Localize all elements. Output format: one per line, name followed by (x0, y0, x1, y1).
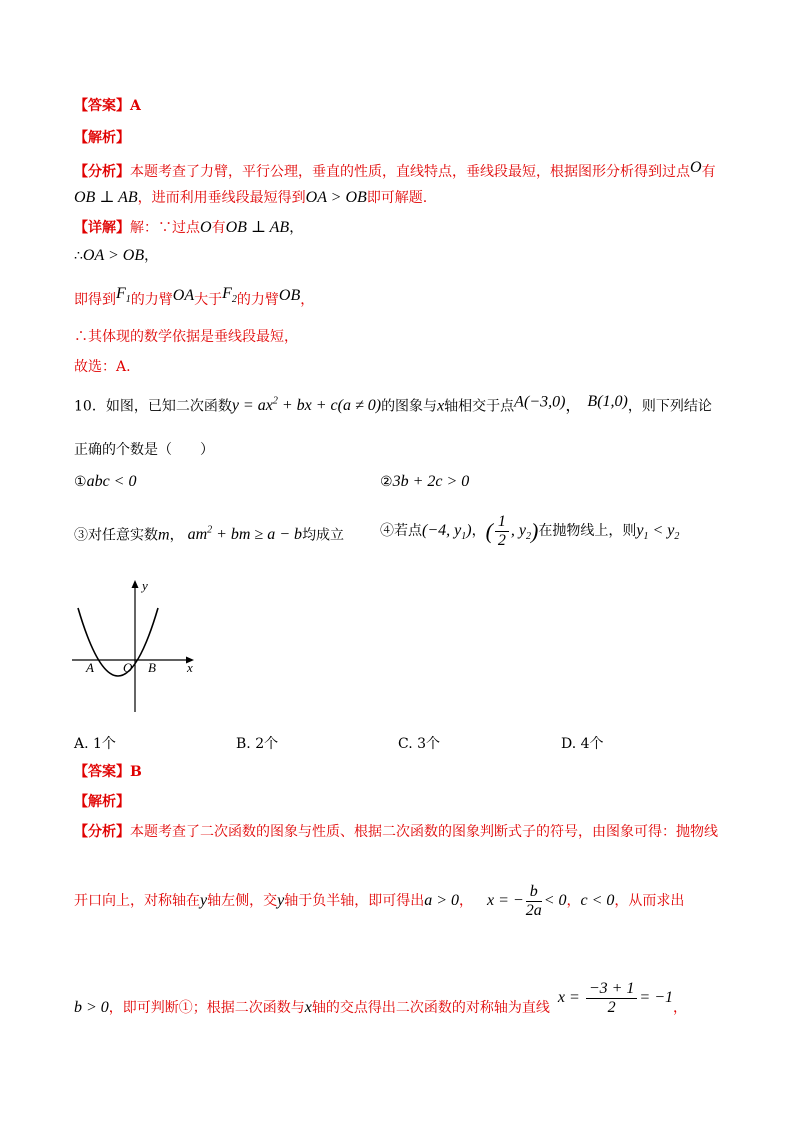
q9-line5-c: 大于 (194, 292, 223, 308)
q10-fenxi-line3-b: 轴的交点得出二次函数的对称轴为直线 (311, 1000, 550, 1016)
q9-fenxi-line1 (74, 158, 716, 182)
y-axis-arrow-icon (132, 580, 139, 588)
q10-math-a-gt-0: a > 0 (424, 892, 460, 909)
q10-s3-math: $am^2$ + bm ≥ a − b (187, 525, 303, 544)
q10-fenxi-line2-b: 轴左侧，交 (207, 893, 278, 909)
q10-stem-line1: 10．如图，已知二次函数$y = ax^2$ + bx + c(a ≠ 0)的图象与x轴相交于点A(−3,0)， B(1,0)，则下列结论 (74, 393, 712, 415)
q10-s1-math: abc < 0 (86, 473, 137, 490)
q9-detail-text1-end: ， (289, 220, 304, 236)
q9-therefore-sym: ∴ (74, 248, 83, 264)
q9-therefore-math: OA > OB (82, 247, 145, 264)
q9-detail-tag: 【详解】 (74, 220, 130, 236)
q10-stem-b: 的图象与 (381, 398, 438, 415)
q10-fenxi-text1: 本题考查了二次函数的图象与性质、根据二次函数的图象判断式子的符号，由图象可得：抛物线 (130, 824, 718, 840)
q9-answer-value: A (130, 98, 141, 114)
q9-line5-a: 即得到 (74, 292, 116, 308)
q10-number: 10． (74, 398, 106, 415)
q10-math-y2: y (277, 892, 285, 909)
q10-option-c: C. 3个 (398, 736, 441, 752)
q10-option-d: D. 4个 (561, 736, 604, 752)
q10-answer-line (74, 762, 142, 782)
q9-fenxi-tag: 【分析】 (74, 164, 130, 180)
q10-point-a: A(−3,0) (514, 393, 566, 411)
point-a-label: A (86, 660, 94, 675)
q9-math-oa-gt-ob: OA > OB (305, 189, 367, 206)
q10-s3-num: ③对任意实数 (74, 527, 158, 544)
q9-math-f2: $F_2$ (222, 285, 237, 306)
q9-therefore-line (74, 246, 158, 266)
q9-line6: ∴其体现的数学依据是垂线段最短， (74, 329, 298, 345)
q10-option-b: B. 2个 (236, 736, 279, 752)
q10-s2-num: ② (380, 474, 393, 490)
q9-detail-line1 (74, 218, 303, 238)
q9-analysis-tag: 【解析】 (74, 130, 130, 146)
q9-fenxi-text1-end: 有 (701, 164, 716, 180)
q9-line5-b: 的力臂 (130, 292, 173, 308)
origin-label: O (123, 660, 133, 675)
x-axis-label: x (187, 660, 193, 675)
q10-math-x-axis: x (304, 999, 312, 1016)
q10-stem-c: 轴相交于点 (444, 398, 515, 415)
q10-s4-mid: 在抛物线上，则 (538, 523, 637, 539)
q10-statement-3: ③对任意实数m， $am^2$ + bm ≥ a − b均成立 (74, 525, 345, 544)
q9-detail-math-o: O (200, 219, 212, 236)
q10-fenxi-line2-a: 开口向上，对称轴在 (74, 893, 200, 909)
q10-statement-2 (380, 472, 469, 492)
q10-stem-a: 如图，已知二次函数 (105, 398, 232, 415)
q10-statement-4: ④若点(−4, $y_1$)，( $\frac{1}{2}$ , $y_2$)在抛物线上，则$y_1 < y_2$ (380, 512, 680, 549)
q10-s4-math: $y_1 < y_2$ (636, 522, 680, 543)
q9-line5-d: 的力臂 (236, 292, 279, 308)
q9-detail-text1: 解：∵过点 (130, 220, 200, 236)
q10-s3-m: m (158, 526, 170, 544)
q10-math-axis-formula: x = − $\frac{b}{2a}$ < 0 (487, 882, 567, 919)
q10-point-b: B(1,0) (587, 393, 628, 411)
q10-s4-point1: (−4, $y_1$) (422, 522, 472, 543)
q9-line5 (74, 284, 314, 310)
q10-fenxi-line3-a: ，即可判断①；根据二次函数与 (108, 1000, 305, 1016)
q10-statement-1 (74, 472, 136, 492)
q10-math-y1: y (200, 892, 208, 909)
q9-line7: 故选：A. (74, 359, 131, 375)
q10-stem-line2: 正确的个数是（ ） (74, 442, 214, 458)
q10-fenxi-tag: 【分析】 (74, 824, 130, 840)
q9-line5-end: ， (300, 292, 315, 308)
q9-answer-tag: 【答案】 (74, 98, 130, 114)
q9-math-oa: OA (172, 287, 195, 304)
q9-detail-math-perp: OB ⊥ AB (225, 219, 290, 236)
q10-math-c-lt-0: c < 0 (580, 892, 615, 909)
q9-therefore-end: ， (144, 248, 159, 264)
q10-fenxi-line3 (74, 975, 687, 1031)
point-b-label: B (148, 660, 156, 675)
q10-s3-end: 均成立 (302, 527, 345, 544)
q9-fenxi-text2-mid: ，进而利用垂线段最短得到 (137, 190, 306, 206)
q10-answer-tag: 【答案】 (74, 764, 130, 780)
q10-analysis-tag: 【解析】 (74, 794, 130, 810)
q10-math-x: x (437, 397, 445, 415)
q10-s1-num: ① (74, 474, 87, 490)
q10-option-a: A. 1个 (74, 736, 116, 752)
q10-fenxi-line2-c: 轴于负半轴，即可得出 (284, 893, 425, 909)
q10-s4-point2: ( $\frac{1}{2}$ , $y_2$) (485, 512, 539, 549)
q9-detail-text1-mid: 有 (211, 220, 226, 236)
q10-fenxi-line2-d: ，从而求出 (614, 893, 685, 909)
q10-fenxi-line2: 开口向上，对称轴在y轴左侧，交y轴于负半轴，即可得出a > 0， x = − $\frac{b}{2a}$ < 0，c < 0，从而求出 (74, 882, 685, 919)
q9-fenxi-text2-end: 即可解题. (366, 190, 428, 206)
q9-math-f1: $F_1$ (116, 285, 131, 306)
q10-math-b-gt-0: b > 0 (74, 999, 109, 1016)
q9-math-ob: OB (278, 287, 301, 304)
q9-answer-line (74, 96, 141, 116)
q10-fenxi-line3-end: ， (673, 1000, 687, 1016)
q10-fenxi-line1 (74, 822, 718, 842)
q10-math-symmetry: x = $\frac{-3 + 1}{2}$ = −1 (557, 979, 673, 1016)
q9-math-ob-perp-ab: OB ⊥ AB (74, 189, 138, 206)
q10-stem-d: ，则下列结论 (627, 398, 712, 415)
q10-s4-num: ④若点 (380, 523, 422, 539)
q9-fenxi-line2 (74, 188, 427, 208)
q10-s2-math: 3b + 2c > 0 (392, 473, 470, 490)
q9-math-o: O (690, 159, 702, 176)
q10-answer-value: B (130, 764, 142, 780)
q9-fenxi-text1: 本题考查了力臂，平行公理，垂直的性质，直线特点，垂线段最短，根据图形分析得到过点 (130, 164, 690, 180)
q10-parabola-graph (66, 576, 206, 716)
q10-math-function: $y = ax^2$ + bx + c(a ≠ 0) (231, 396, 382, 415)
y-axis-label: y (142, 578, 148, 593)
